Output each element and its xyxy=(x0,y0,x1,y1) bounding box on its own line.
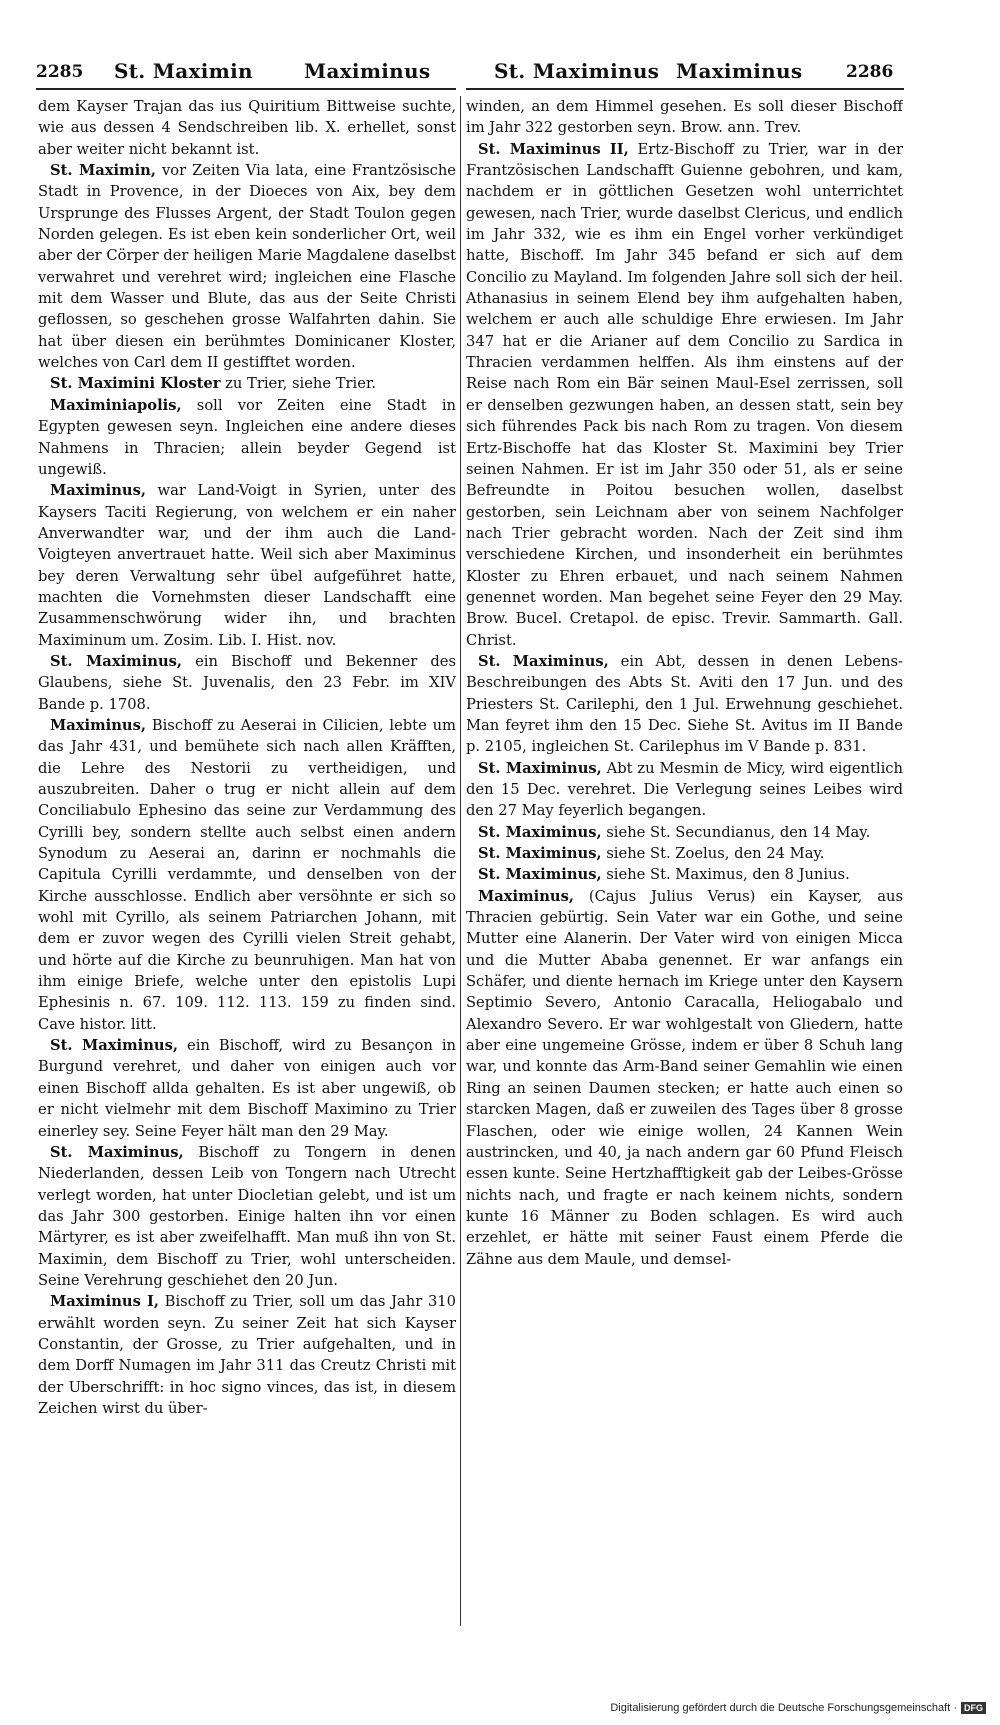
entry-text: ein Abt, dessen in denen Lebens-Beschreibungen des Abts St. Aviti den 17 Jun. und des Priesters St. Carilephi, den 1 Jul. Erwehnung geschiehet. Man feyret ihm den 15 Dec. Siehe St. Avitus im II Bande p. 2105, ingleichen St. Carilephus im V Bande p. 831. xyxy=(466,652,903,756)
article-entry xyxy=(466,864,903,885)
left-running-head xyxy=(36,58,458,88)
entry-text: dem Kayser Trajan das ius Quiritium Bittweise suchte, wie aus dessen 4 Sendschreiben lib. X. erhellet, sonst aber weiter nicht bekannt ist. xyxy=(38,98,456,158)
entry-text: Bischoff zu Aeserai in Cilicien, lebte um das Jahr 431, und bemühete sich nach allen Kräfften, die Lehre des Nestorii zu vertheidigen, und auszubreiten. Daher o trug er nicht allein auf dem Conciliabulo Ephesino das seine zur Verdammung des Cyrilli bey, sondern stellte auch selbst einen andern Synodum zu Aeserai an, darinn er nochmahls die Capitula Cyrilli verdammte, und denselben von der Kirche ausschlosse. Endlich aber versöhnte er sich so wohl mit Cyrillo, als seinem Patriarchen Johann, mit dem er zuvor wegen des Cyrilli vielen Streit gehabt, und hörte auf die Kirche zu beunruhigen. Man hat von ihm einige Briefe, welche unter den epistolis Lupi Ephesinis n. 67. 109. 112. 113. 159 zu finden sind. Cave histor. litt. xyxy=(38,716,456,1033)
article-entry xyxy=(38,160,456,373)
entry-text: Ertz-Bischoff zu Trier, war in der Frantzösischen Landschafft Guienne gebohren, und kam, nachdem er in göttlichen Gesetzen wohl unterrichtet gewesen, nach Trier, wurde daselbst Clericus, und endlich im Jahr 332, wie es ihm ein Engel vorher verkündiget hatte, Bischoff. Im Jahr 345 befand er sich auf dem Concilio zu Mayland. Im folgenden Jahre soll sich der heil. Athanasius in seinem Elend bey ihm aufgehalten haben, welchem er auch alle schuldige Ehre erwiesen. Im Jahr 347 hat er die Arianer auf dem Concilio zu Sardica in Thracien verdammen helffen. Als ihm einstens auf der Reise nach Rom ein Bär seinen Maul-Esel zerrissen, soll er denselben gezwungen haben, an dessen statt, sein bey sich führendes Pack bis nach Rom zu tragen. Von diesem Ertz-Bischoffe hat das Kloster St. Maximini bey Trier seinen Nahmen. Er ist im Jahr 350 oder 51, als er seine Befreundte in Poitou besuchen wollen, daselbst gestorben, sein Leichnam aber von seinem Nachfolger nach Trier gebracht worden. Nach der Zeit sind ihm verschiedene Kirchen, und insonderheit ein berühmtes Kloster zu Ehren erbauet, und nach seinem Nahmen genennet worden. Man begehet seine Feyer den 29 May. Brow. Bucel. Cretapol. de episc. Trevir. Sammarth. Gall. Christ. xyxy=(466,140,903,649)
dfg-logo: DFG xyxy=(961,1702,986,1714)
column-divider xyxy=(460,96,461,1626)
entry-headword: Maximinus, xyxy=(50,482,146,500)
left-header-rule xyxy=(36,88,456,90)
left-catchword-1: St. Maximin xyxy=(114,59,253,83)
entry-headword: Maximinus, xyxy=(50,716,146,734)
article-entry xyxy=(466,96,903,139)
entry-headword: St. Maximinus, xyxy=(50,1143,184,1161)
entry-text: vor Zeiten Via lata, eine Frantzösische Stadt in Provence, in der Dioeces von Aix, bey dem Ursprunge des Flusses Argent, der Stadt Toulon gegen Norden gelegen. Es ist eben kein sonderlicher Ort, weil aber der Cörper der heiligen Marie Magdalene daselbst verwahret und verehret wird; ingleichen eine Flasche mit dem Wasser und Blute, das aus der Seite Christi geflossen, so geschehen grosse Walfahrten dahin. Sie hat über diesen ein berühmtes Dominicaner Kloster, welches von Carl dem II gestifftet worden. xyxy=(38,162,456,372)
entry-headword: St. Maximinus, xyxy=(478,759,602,777)
article-entry xyxy=(38,96,456,160)
digitization-credit xyxy=(610,1702,986,1714)
right-text-column xyxy=(466,96,903,1626)
entry-headword: St. Maximinus, xyxy=(50,1037,178,1055)
entry-headword: Maximiniapolis, xyxy=(50,396,182,414)
entry-text: ein Bischoff und Bekenner des Glaubens, siehe St. Juvenalis, den 23 Febr. im XIV Bande p. 1708. xyxy=(38,652,456,713)
entry-headword: St. Maximinus, xyxy=(478,866,602,884)
credit-text: Digitalisierung gefördert durch die Deutsche Forschungsgemeinschaft · xyxy=(610,1702,957,1714)
right-catchword-1: St. Maximinus xyxy=(494,59,660,83)
entry-text: Bischoff zu Trier, soll um das Jahr 310 erwählt worden seyn. Zu seiner Zeit hat sich Kayser Constantin, der Grosse, zu Trier aufgehalten, und in dem Dorff Numagen im Jahr 311 das Creutz Christi mit der Uberschrifft: in hoc signo vinces, das ist, in diesem Zeichen wirst du über- xyxy=(38,1293,456,1417)
article-entry xyxy=(38,1035,456,1142)
right-catchword-2: Maximinus xyxy=(676,59,803,83)
article-entry xyxy=(466,886,903,1270)
entry-text: Abt zu Mesmin de Micy, wird eigentlich den 15 Dec. verehret. Die Verlegung seines Leibes wird den 27 May feyerlich begangen. xyxy=(466,759,903,820)
entry-headword: St. Maximini Kloster xyxy=(50,375,221,393)
entry-headword: St. Maximinus, xyxy=(478,845,602,863)
article-entry xyxy=(38,480,456,651)
article-entry xyxy=(38,651,456,715)
entry-headword: Maximinus, xyxy=(478,887,574,905)
entry-headword: St. Maximinus II, xyxy=(478,140,629,158)
entry-headword: St. Maximinus, xyxy=(478,823,602,841)
entry-text: siehe St. Maximus, den 8 Junius. xyxy=(601,866,850,884)
left-catchword-2: Maximinus xyxy=(304,59,431,83)
article-entry xyxy=(466,843,903,864)
right-header-rule xyxy=(466,88,904,90)
entry-headword: St. Maximinus, xyxy=(50,652,183,670)
article-entry xyxy=(38,715,456,1035)
page-header xyxy=(36,58,904,88)
entry-text: Bischoff zu Tongern in denen Niederlanden, dessen Leib von Tongern nach Utrecht verlegt worden, hat unter Diocletian gelebt, und ist um das Jahr 300 gestorben. Einige halten ihn vor einen Märtyrer, es ist aber zweifelhafft. Man muß ihn von St. Maximin, dem Bischoff zu Trier, wohl unterscheiden. Seine Verehrung geschiehet den 20 Jun. xyxy=(38,1143,456,1289)
article-entry xyxy=(38,373,456,394)
entry-headword: St. Maximin, xyxy=(50,162,156,180)
entry-text: siehe St. Secundianus, den 14 May. xyxy=(601,823,871,841)
right-running-head xyxy=(494,58,904,88)
article-entry xyxy=(466,758,903,822)
article-entry xyxy=(38,1142,456,1291)
article-entry xyxy=(466,139,903,651)
right-page-number: 2286 xyxy=(846,62,894,82)
entry-text: (Cajus Julius Verus) ein Kayser, aus Thracien gebürtig. Sein Vater war ein Gothe, und seine Mutter eine Alanerin. Der Vater wird von einigen Micca und die Mutter Ababa genennet. Er war anfangs ein Schäfer, und diente hernach im Kriege unter den Kaysern Septimio Severo, Antonio Caracalla, Heliogabalo und Alexandro Severo. Er war wohlgestalt von Gliedern, hatte aber eine ungemeine Grösse, indem er über 8 Schuh lang war, und konnte das Arm-Band seiner Gemahlin wie einen Ring an seinen Daumen stecken; er hatte auch einen so starcken Magen, daß er zuweilen des Tages über 8 grosse Flaschen, oder wie einige wollen, 24 Kannen Wein austrincken, und 40, ja nach andern gar 60 Pfund Fleisch essen kunte. Seine Hertzhafftigkeit gab der Leibes-Grösse nichts nach, und fragte er nach keinem nichts, sondern kunte 16 Männer zu Boden schlagen. Es wird auch erzehlet, er hätte mit seiner Faust einem Pferde die Zähne aus dem Maule, und demsel- xyxy=(466,887,903,1268)
left-page-number: 2285 xyxy=(36,62,84,82)
article-entry xyxy=(38,395,456,480)
entry-text: winden, an dem Himmel gesehen. Es soll dieser Bischoff im Jahr 322 gestorben seyn. Brow. ann. Trev. xyxy=(466,98,903,137)
entry-headword: St. Maximinus, xyxy=(478,652,609,670)
entry-text: ein Bischoff, wird zu Besançon in Burgund verehret, und daher von einigen auch vor einen Bischoff allda gehalten. Es ist aber ungewiß, ob er nicht vielmehr mit dem Bischoff Maximino zu Trier einerley sey. Seine Feyer hält man den 29 May. xyxy=(38,1037,456,1140)
entry-text: zu Trier, siehe Trier. xyxy=(220,375,377,393)
left-text-column xyxy=(38,96,456,1626)
entry-text: soll vor Zeiten eine Stadt in Egypten gewesen seyn. Ingleichen eine andere dieses Nahmens in Thracien; allein beyder Gegend ist ungewiß. xyxy=(38,396,456,478)
article-entry xyxy=(466,822,903,843)
article-entry xyxy=(466,651,903,758)
entry-text: war Land-Voigt in Syrien, unter des Kaysers Taciti Regierung, von welchem er ein naher Anverwandter war, und der ihm auch die Land-Voigteyen anvertrauet hatte. Weil sich aber Maximinus bey deren Verwaltung sehr übel aufgeführet hatte, machten die Vornehmsten dieser Landschafft eine Zusammenschwörung wider ihn, und brachten Maximinum um. Zosim. Lib. I. Hist. nov. xyxy=(38,482,456,649)
entry-headword: Maximinus I, xyxy=(50,1293,159,1311)
article-entry xyxy=(38,1291,456,1419)
entry-text: siehe St. Zoelus, den 24 May. xyxy=(601,845,825,863)
